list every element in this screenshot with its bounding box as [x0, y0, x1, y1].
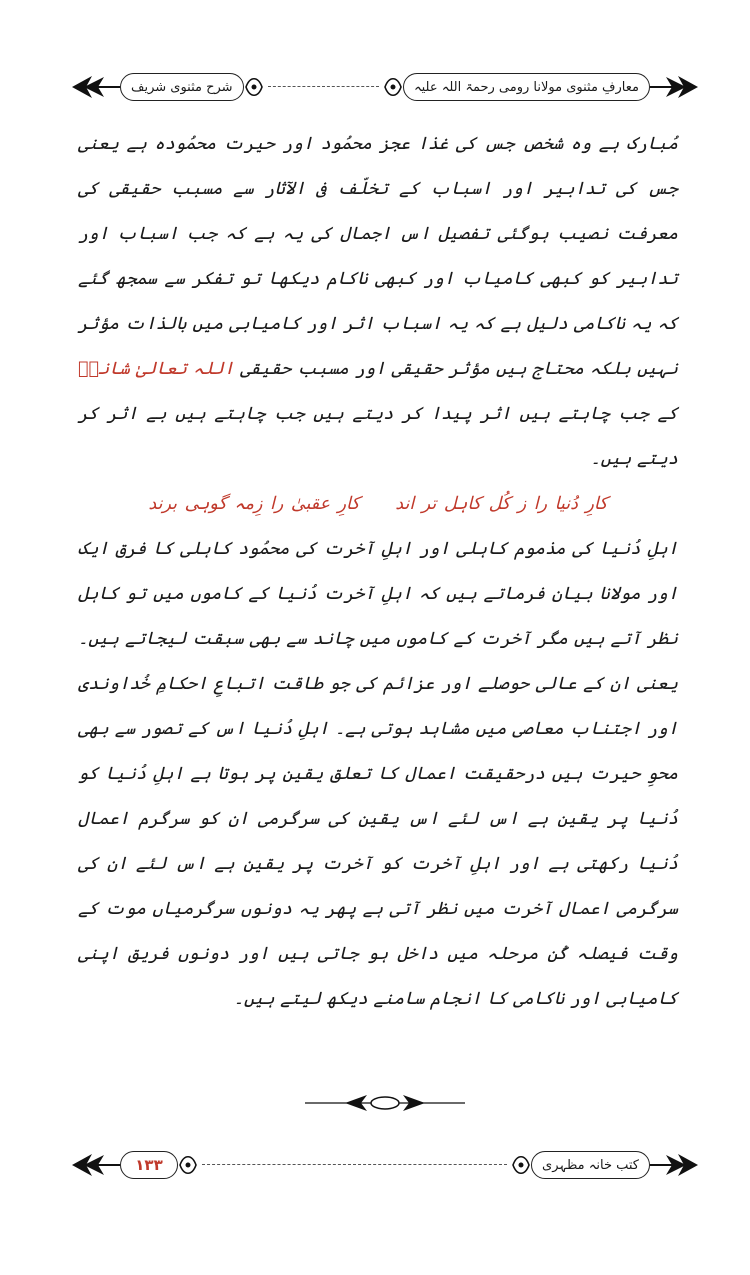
right-arrowhead-ornament-icon	[650, 70, 700, 104]
knot-ornament-icon	[244, 70, 264, 104]
left-arrowhead-ornament-icon	[70, 1148, 120, 1182]
header-ornament-bar	[70, 70, 700, 104]
page-number: ۱۳۳	[120, 1151, 178, 1179]
paragraph-2: اہلِ دُنیا کی مذموم کاہلی اور اہلِ آخرت کی محمُود کاہلی کا فرق ایک اور مولانا بیان فرماتے ہیں کہ اہلِ آخرت دُنیا کے کاموں میں تو کاہل نظر آتے ہیں مگر آخرت کے کاموں میں چاند سے بھی سبقت لیجاتے ہیں۔ یعنی ان کے عالی حوصلے اور عزائم کی جو طاقت اتباعِ احکامِ خُداوندی اور اجتناب معاصی میں مشاہد ہوتی ہے۔ اہلِ دُنیا اس کے تصور سے بھی محوِ حیرت ہیں درحقیقت اعمال کا تعلق یقین پر ہوتا ہے اہلِ دُنیا کو دُنیا پر یقین ہے اس لئے اس یقین کی سرگرمی ان کو سرگرم اعمال دُنیا رکھتی ہے اور اہلِ آخرت کو آخرت پر یقین ہے اس لئے ان کی سرگرمی اعمال آخرت میں نظر آتی ہے پھر یہ دونوں سرگرمیاں موت کے وقت فیصلہ کُن مرحلہ میں داخل ہو جاتی ہیں اور دونوں فریق اپنی کامیابی اور ناکامی کا انجام سامنے دیکھ لیتے ہیں۔	[78, 539, 678, 1009]
section-end-ornament-icon	[305, 1090, 465, 1116]
main-text	[78, 122, 678, 1022]
paragraph-1-text-b: کے جب چاہتے ہیں اثر پیدا کر دیتے ہیں جب چاہتے ہیں بے اثر کر دیتے ہیں۔	[78, 404, 678, 469]
knot-ornament-icon	[178, 1148, 198, 1182]
header-left-title: شرح مثنوی شریف	[120, 73, 244, 101]
verse-second-hemistich: کارِ عقبیٰ را زِمہ گوہی برند	[148, 494, 360, 514]
knot-ornament-icon	[383, 70, 403, 104]
chain-divider	[198, 1148, 511, 1182]
footer-ornament-bar	[70, 1148, 700, 1182]
header-right-title: معارفِ مثنوی مولانا رومی رحمۃ اللہ علیہ	[403, 73, 650, 101]
persian-verse	[78, 482, 678, 527]
chain-divider	[264, 70, 383, 104]
divine-name-highlight: اللہ تعالیٰ شانہٗ	[78, 359, 235, 379]
publisher-name: کتب خانہ مظہری	[531, 1151, 650, 1179]
paragraph-1-text-a: مُبارک ہے وہ شخص جس کی غذا عجز محمُود اور حیرت محمُودہ ہے یعنی جس کی تدابیر اور اسباب کے تخلّف فی الآثار سے مسبب حقیقی کی معرفت نصیب ہوگئی تفصیل اس اجمال کی یہ ہے کہ جب اسباب اور تدابیر کو کبھی کامیاب اور کبھی ناکام دیکھا تو تفکر سے سمجھ گئے کہ یہ ناکامی دلیل ہے کہ یہ اسباب اثر اور کامیابی میں بالذات مؤثر نہیں بلکہ محتاج ہیں مؤثر حقیقی اور مسبب حقیقی	[78, 134, 678, 379]
paragraph-1	[78, 122, 678, 482]
verse-first-hemistich: کارِ دُنیا را ز کُل کاہل تر اند	[395, 494, 608, 514]
left-arrowhead-ornament-icon	[70, 70, 120, 104]
knot-ornament-icon	[511, 1148, 531, 1182]
right-arrowhead-ornament-icon	[650, 1148, 700, 1182]
